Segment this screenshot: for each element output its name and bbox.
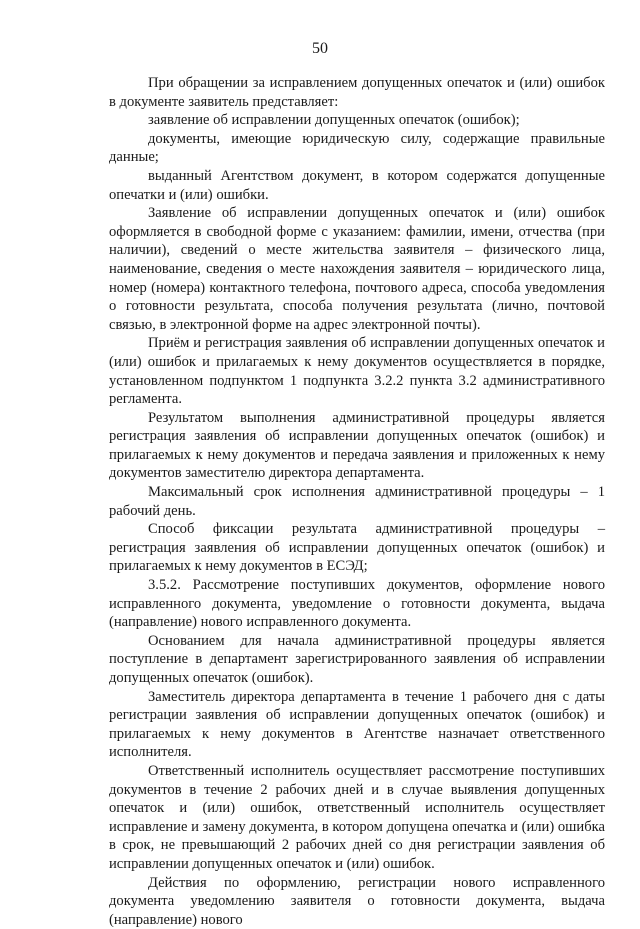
paragraph-fixation-method: Способ фиксации результата административной процедуры – регистрация заявления об исправлении допущенных опечаток (ошибок) и прилагаемых к нему документов в ЕСЭД; <box>109 521 605 575</box>
paragraph-procedure-basis: Основанием для начала административной процедуры является поступление в департамент зарегистрированного заявления об исправлении допущенных опечаток (ошибок). <box>109 632 605 686</box>
paragraph-request-intro: При обращении за исправлением допущенных опечаток и (или) ошибок в документе заявитель представляет: <box>109 75 605 110</box>
paragraph-list-application: заявление об исправлении допущенных опечаток (ошибок); <box>148 112 520 129</box>
document-body <box>109 74 605 929</box>
paragraph-actions: Действия по оформлению, регистрации нового исправленного документа уведомлению заявителя о готовности документа, выдача (направление) нового <box>109 874 605 928</box>
paragraph-reception-registration: Приём и регистрация заявления об исправлении допущенных опечаток и (или) ошибок и прилагаемых к нему документов осуществляется в порядке, установленном подпунктом 1 подпункта 3.2.2 пункта 3.2 административного регламента. <box>109 335 605 408</box>
page-number: 50 <box>312 40 328 57</box>
paragraph-max-term: Максимальный срок исполнения административной процедуры – 1 рабочий день. <box>109 484 605 519</box>
paragraph-list-issued-document: выданный Агентством документ, в котором содержатся допущенные опечатки и (или) ошибки. <box>109 167 605 203</box>
paragraph-list-documents: документы, имеющие юридическую силу, содержащие правильные данные; <box>109 130 605 166</box>
paragraph-application-form: Заявление об исправлении допущенных опечаток и (или) ошибок оформляется в свободной форме с указанием: фамилии, имени, отчества (при наличии), сведений о месте жительства заявителя – физического лица, наименование, сведения о месте нахождения заявителя – юридического лица, номер (номера) контактного телефона, почтового адреса, способа уведомления о готовности результата, способа получения результата (лично, почтовой связью, в электронной форме на адрес электронной почты). <box>109 205 605 333</box>
paragraph-section-3-5-2: 3.5.2. Рассмотрение поступивших документов, оформление нового исправленного документа, уведомление о готовности документа, выдача (направление) нового исправленного документа. <box>109 577 605 631</box>
paragraph-responsible-executor: Ответственный исполнитель осуществляет рассмотрение поступивших документов в течение 2 рабочих дней и в случае выявления допущенных опечаток и (или) ошибок, ответственный исполнитель осуществляет исправление и замену документа, в котором допущена опечатка и (или) ошибка в срок, не превышающий 2 рабочих дней со дня регистрации заявления об исправлении допущенных опечаток и (или) ошибок. <box>109 762 605 872</box>
paragraph-deputy-director: Заместитель директора департамента в течение 1 рабочего дня с даты регистрации заявления об исправлении допущенных опечаток (ошибок) и прилагаемых к нему документов в Агентстве назначает ответственного исполнителя. <box>109 688 605 761</box>
paragraph-procedure-result: Результатом выполнения административной процедуры является регистрация заявления об исправлении допущенных опечаток (ошибок) и прилагаемых к нему документов и передача заявления и приложенных к нему документов заместителю директора департамента. <box>109 409 605 482</box>
